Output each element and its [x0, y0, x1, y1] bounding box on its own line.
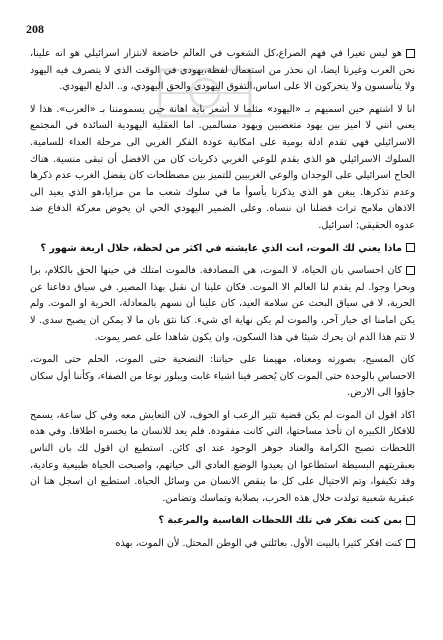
paragraph-text: كنت افكر كثيرا بالبيت الأول. بعائلتي في الوطن المحتل. لأن الموت، بهذه [115, 538, 402, 550]
square-bullet-icon [406, 49, 415, 58]
paragraph-text: اكاد اقول ان الموت لم يكن قضية تثير الرعب او الخوف، لان التعايش معه وفي كل ساعة، يسمح للافكار الكبيرة ان تأخذ مساحتها، التي كانت مفقودة. فلم يعد للانسان ما يخسره اطلاقا. وفي هذه اللحظات تصبح الكرامة والعناد جوهر الوجود عند اي كائن. استطيع ان اقول لك بان الناس بعبقريتهم البسيطة استطاعوا ان يعيدوا الوضع العادي الى حياتهم، واصبحت الحياة طبيعية وعادية، وقد تكيفوا، وتم الاحتيال على كل ما ينقص الانسان من وسائل الحياة. استطيع ان اسجل هنا ان عبقرية شعبية تولدت خلال هذه الحرب، بصلابة وتماسك وتضامن. [30, 409, 415, 504]
document-body [30, 46, 415, 559]
paragraph [30, 46, 415, 96]
paragraph-text: هو ليس تغيرا في فهم الصراع،كل الشعوب في العالم خاضعة لابتزاز اسرائيلي هو انه علينا، نحن العرب وغيرنا ايضا، ان نحذر من استعمال لفظة،يهودي في الوقت الذي لا يتصرف فيه اليهود ولا يتأسسون ولا يتحركون الا على اساس،التفوق اليهودي والحق اليهودي، و.. الدلع اليهودي. [30, 48, 415, 93]
paragraph [30, 263, 415, 346]
interview-question [30, 241, 415, 258]
interview-question [30, 513, 415, 530]
paragraph [30, 536, 415, 553]
paragraph-text: كان المسيح، بصورته ومعناه، مهيمنا على حياتنا: التضحية حتى الموت، الحلم حتى الموت، الاحساس بالوحدة حتى الموت كان يُحضر فينا اشياء غابت ويبلور نوعا من الصفاء، وكأننا أول سكان جاؤوا الى الارض. [30, 354, 415, 399]
page-number: 208 [26, 22, 44, 36]
paragraph-text: كان احساسي بان الحياة، لا الموت، هي المصادفة. فالموت امتلك في حينها الحق بالكلام، برا وبحرا وجوا. لم يقدم لنا العالم الا الموت. فكان علينا ان نقبل بهذا المصير. في سياق دفاعنا عن الحرية، لا في سياق البحث عن سلامة العيد، كان علينا أن نسهم بالمعادلة، الحرية او الموت. ولم يكن امامنا اي خيار آخر، والموت لم يكن نهاية اي شيء. كنا نثق بان ما لا يمكن ان يصبح سدى. لا لا تتم هذا الدم ان يحرك شيئا في هذا السكون، وان يكون شاهدا على عصر يموت. [30, 265, 415, 343]
paragraph-text: بمن كنت تفكر في تلك اللحظات القاسية والمرعبة ؟ [158, 515, 402, 527]
paragraph [30, 352, 415, 402]
paragraph-text: انا لا اشتهم حين اسميهم بـ «اليهود» مثلما لا أشعر باية اهانة حين يسمومننا بـ «العرب». هذا لا يعني انني لا اميز بين يهود متعصبين ويهود مسالمين. اما العقلية اليهودية السائدة في المجتمع الاسرائيلي فهي تقدم ادلة يومية على امكانية عودة الفكر الغربي الى مرحلة العداء للسامية. السلوك الاسرائيلي هو الذي يقدم للوعي الغربي ذكريات كان من الافضل أن تبقى منسية. هناك الحاح اسرائيلي على الوجدان والوعي الغربيين للتميز بين مصطلحات كان يفضل الغرب عدم ذكرها وعدم تذكرها. يبغن هو الذي يذكرنا بأسوأ ما في سلوك شعب ما من مزايا،هو الذي يعيد الى الاذهان ملامح تراث فضلنا ان ننساه. وعلى الضمير اليهودي الحي ان يخوض معركة الدفاع ضد عدوه الحقيقي: اسرائيل. [30, 103, 415, 231]
paragraph [30, 408, 415, 508]
square-bullet-icon [406, 516, 415, 525]
square-bullet-icon [406, 243, 415, 252]
paragraph [30, 102, 415, 235]
square-bullet-icon [406, 266, 415, 275]
square-bullet-icon [406, 539, 415, 548]
paragraph-text: ماذا يعني لك الموت، انت الذي عايشته في اكثر من لحظة، خلال اربعة شهور ؟ [40, 242, 402, 254]
